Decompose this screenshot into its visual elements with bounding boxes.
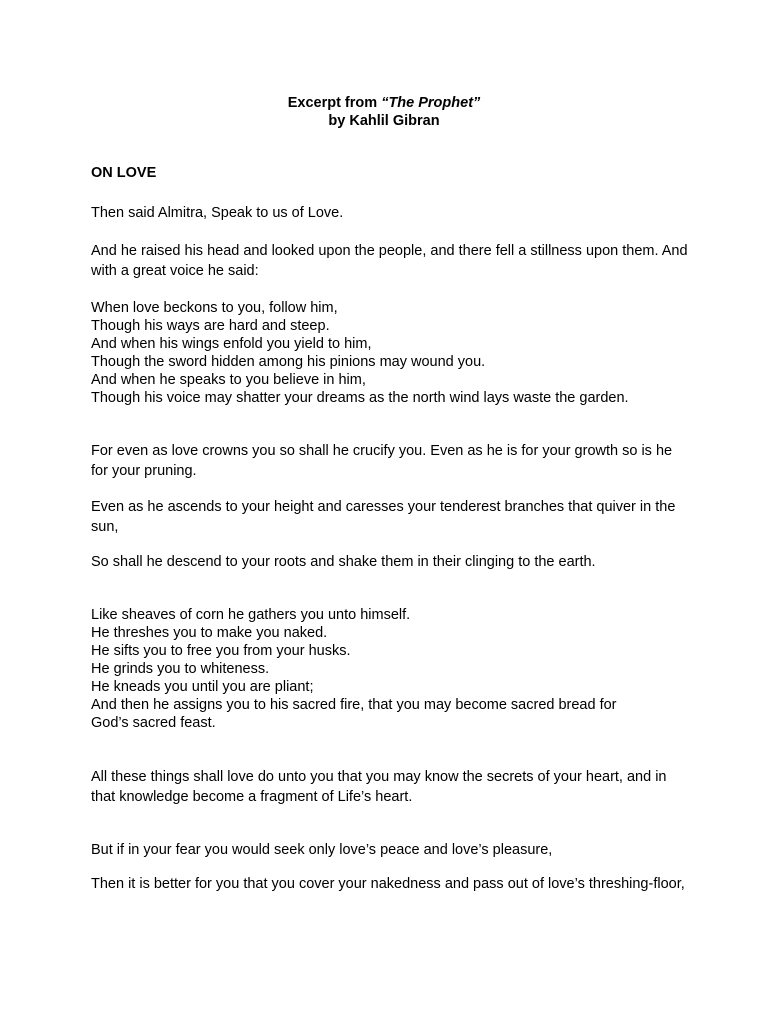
- author-line: by Kahlil Gibran: [328, 113, 440, 129]
- document-body: [91, 164, 691, 894]
- stanza-line: He kneads you until you are pliant;: [91, 679, 314, 695]
- paragraph: But if in your fear you would seek only love’s peace and love’s pleasure,: [91, 842, 553, 858]
- stanza-line: Though his voice may shatter your dreams as the north wind lays waste the garden.: [91, 390, 629, 406]
- paragraph: Even as he ascends to your height and caresses your tenderest branches that quiver in the sun,: [91, 499, 676, 535]
- paragraph: And he raised his head and looked upon the people, and there fell a stillness upon them. And with a great voice he said:: [91, 243, 688, 279]
- stanza-1: [91, 299, 691, 407]
- paragraph: So shall he descend to your roots and shake them in their clinging to the earth.: [91, 554, 596, 570]
- book-title: “The Prophet”: [381, 95, 481, 111]
- stanza-line: He sifts you to free you from your husks.: [91, 643, 351, 659]
- stanza-line: And then he assigns you to his sacred fire, that you may become sacred bread for: [91, 697, 617, 713]
- paragraph: Then said Almitra, Speak to us of Love.: [91, 205, 344, 221]
- stanza-2: [91, 606, 691, 732]
- stanza-line: Though the sword hidden among his pinions may wound you.: [91, 354, 486, 370]
- section-heading: ON LOVE: [91, 165, 157, 181]
- paragraph: Then it is better for you that you cover your nakedness and pass out of love’s threshing-floor,: [91, 876, 685, 892]
- paragraph: For even as love crowns you so shall he crucify you. Even as he is for your growth so is he for your pruning.: [91, 443, 673, 479]
- stanza-line: Though his ways are hard and steep.: [91, 318, 330, 334]
- stanza-line: When love beckons to you, follow him,: [91, 300, 338, 316]
- stanza-line: He grinds you to whiteness.: [91, 661, 270, 677]
- stanza-line: And when his wings enfold you yield to him,: [91, 336, 372, 352]
- title-line: [0, 94, 768, 112]
- title-block: [0, 94, 768, 130]
- stanza-line: And when he speaks to you believe in him,: [91, 372, 366, 388]
- stanza-line: God’s sacred feast.: [91, 715, 216, 731]
- paragraph: All these things shall love do unto you that you may know the secrets of your heart, and in that knowledge become a fragment of Life’s heart.: [91, 769, 667, 805]
- stanza-line: Like sheaves of corn he gathers you unto himself.: [91, 607, 411, 623]
- stanza-line: He threshes you to make you naked.: [91, 625, 328, 641]
- title-prefix: Excerpt from: [287, 95, 382, 111]
